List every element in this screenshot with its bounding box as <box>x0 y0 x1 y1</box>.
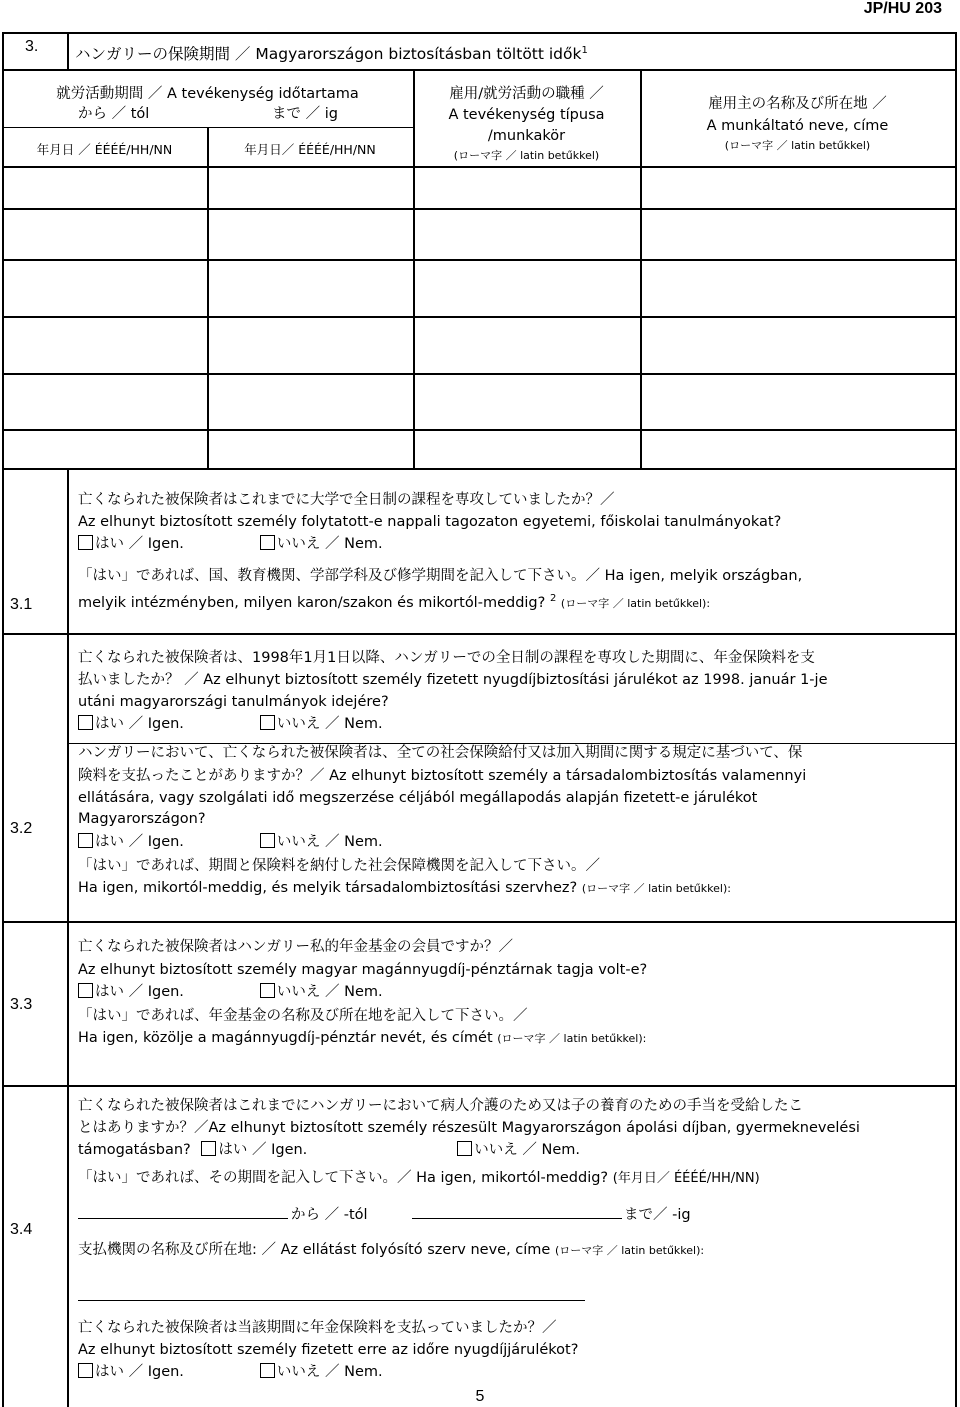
q34-question-ja: 亡くなられた被保険者はこれまでにハンガリーにおいて病人介護のため又は子の養育のための手当を受給したこ <box>78 1098 803 1114</box>
q32b-if-yes-hu: Ha igen, mikortól-meddig, és melyik társadalombiztosítási szervhez? (ローマ字 ／ latin betűkkel): <box>78 880 731 896</box>
q31-number: 3.1 <box>10 596 33 613</box>
q34-paid-no-checkbox[interactable] <box>260 1363 275 1378</box>
q33-options <box>78 982 383 1002</box>
to-label: まで ／ ig <box>272 106 338 122</box>
q32a-options <box>78 714 383 734</box>
row2[interactable] <box>4 210 953 257</box>
q33-yes-checkbox[interactable] <box>78 983 93 998</box>
q32b-question-ja: ハンガリーにおいて、亡くなられた被保険者は、全ての社会保険給付又は加入期間に関する規定に基づいて、保 <box>78 745 803 761</box>
q31-no-checkbox[interactable] <box>260 535 275 550</box>
q32a-yes-label: はい ／ Igen. <box>95 716 184 732</box>
q34-number: 3.4 <box>10 1221 33 1238</box>
q31-no-label: いいえ ／ Nem. <box>276 536 383 552</box>
row3[interactable] <box>4 261 953 314</box>
q32b-question-hu: ellátására, vagy szolgálati idő megszerzése céljából megállapodás alapján fizetett-e járulékot <box>78 790 758 806</box>
from-label: から ／ tól <box>78 106 150 122</box>
q31-question-ja: 亡くなられた被保険者はこれまでに大学で全日制の課程を専攻していましたか？／ <box>78 492 615 508</box>
q32a-no-label: いいえ ／ Nem. <box>276 716 383 732</box>
q31-yes-label: はい ／ Igen. <box>95 536 184 552</box>
row1-from-cell[interactable] <box>4 168 204 206</box>
page-number: 5 <box>475 1388 485 1405</box>
q34-if-yes: 「はい」であれば、その期間を記入して下さい。／ Ha igen, mikortól-meddig? (年月日／ ÉÉÉÉ/HH/NN) <box>78 1170 760 1186</box>
q32b-options <box>78 832 383 852</box>
q34-question-hu: támogatásban? はい ／ Igen. いいえ ／ Nem. <box>78 1142 581 1158</box>
q32a-question-hu-2: utáni magyarországi tanulmányok idejére? <box>78 694 389 710</box>
to-date-format: 年月日／ ÉÉÉÉ/HH/NN <box>244 142 376 157</box>
q34-to-date-field[interactable] <box>412 1218 622 1219</box>
q32b-yes-checkbox[interactable] <box>78 833 93 848</box>
form-code: JP/HU 203 <box>863 0 942 17</box>
row6[interactable] <box>4 431 953 467</box>
row4[interactable] <box>4 318 953 371</box>
q32b-question-ja-2: 険料を支払ったことがありますか？／ Az elhunyt biztosított személy a társadalombiztosítás valamennyi <box>78 768 807 784</box>
q32-number: 3.2 <box>10 820 33 837</box>
q33-number: 3.3 <box>10 996 33 1013</box>
q34-paid-question-hu: Az elhunyt biztosított személy fizetett erre az időre nyugdíjjárulékot? <box>78 1342 579 1358</box>
employer-header-note: (ローマ字 ／ latin betűkkel) <box>724 139 871 152</box>
q34-paid-yes-checkbox[interactable] <box>78 1363 93 1378</box>
q31-yes-checkbox[interactable] <box>78 535 93 550</box>
q34-paid-options <box>78 1362 383 1382</box>
job-header-note: (ローマ字 ／ latin betűkkel) <box>453 149 600 162</box>
q33-no-checkbox[interactable] <box>260 983 275 998</box>
row1-job-cell[interactable] <box>415 168 638 206</box>
q34-no-checkbox[interactable] <box>457 1141 472 1156</box>
q33-if-yes-hu: Ha igen, közölje a magánnyugdíj-pénztár nevét, és címét (ローマ字 ／ latin betűkkel): <box>78 1030 647 1046</box>
q34-payer-label: 支払機関の名称及び所在地: ／ Az ellátást folyósító szerv neve, címe (ローマ字 ／ latin betűkkel): <box>78 1242 705 1258</box>
q32a-question-ja: 亡くなられた被保険者は、1998年1月1日以降、ハンガリーでの全日制の課程を専攻した期間に、年金保険料を支 <box>78 650 815 666</box>
q34-question-ja-hu: とはありますか？／Az elhunyt biztosított személy részesült Magyarországon ápolási díjban, gyermeknevelési <box>78 1120 860 1136</box>
q32a-no-checkbox[interactable] <box>260 715 275 730</box>
q34-yes-checkbox[interactable] <box>201 1141 216 1156</box>
row5[interactable] <box>4 375 953 427</box>
q33-question-ja: 亡くなられた被保険者はハンガリー私的年金基金の会員ですか？／ <box>78 939 513 955</box>
q32b-yes-label: はい ／ Igen. <box>95 834 184 850</box>
q34-yes-label: はい ／ Igen. <box>218 1142 308 1158</box>
q32b-if-yes: 「はい」であれば、期間と保険料を納付した社会保障機関を記入して下さい。／ <box>78 858 600 874</box>
q34-from-date-field[interactable] <box>78 1218 288 1219</box>
row1-employer-cell[interactable] <box>642 168 953 206</box>
from-date-format: 年月日 ／ ÉÉÉÉ/HH/NN <box>36 142 173 157</box>
period-header: 就労活動期間 ／ A tevékenység időtartama <box>56 86 359 102</box>
q34-from-label: から ／ -tól <box>291 1207 368 1223</box>
q32a-yes-checkbox[interactable] <box>78 715 93 730</box>
section-number: 3. <box>25 38 39 55</box>
q34-payer-field[interactable] <box>78 1300 585 1301</box>
q34-to-label: まで／ -ig <box>624 1207 691 1223</box>
section-title: ハンガリーの保険期間 ／ Magyarországon biztosításban töltött idők$^1$ <box>75 45 588 64</box>
job-header-1: 雇用/就労活動の職種 ／ <box>449 86 604 102</box>
q33-question-hu: Az elhunyt biztosított személy magyar magánnyugdíj-pénztárnak tagja volt-e? <box>78 962 648 978</box>
q31-if-yes: 「はい」であれば、国、教育機関、学部学科及び修学期間を記入して下さい。／ Ha igen, melyik országban, <box>78 568 803 584</box>
row1-to-cell[interactable] <box>209 168 411 206</box>
employer-header-2: A munkáltató neve, címe <box>706 118 889 134</box>
q33-no-label: いいえ ／ Nem. <box>276 984 383 1000</box>
q34-paid-no-label: いいえ ／ Nem. <box>276 1364 383 1380</box>
q31-options <box>78 534 383 554</box>
q33-if-yes: 「はい」であれば、年金基金の名称及び所在地を記入して下さい。／ <box>78 1008 528 1024</box>
q32b-no-label: いいえ ／ Nem. <box>276 834 383 850</box>
job-header-3: /munkakör <box>487 128 566 144</box>
job-header-2: A tevékenység típusa <box>448 107 605 123</box>
q32a-question-hu: 払いましたか？ ／ Az elhunyt biztosított személy fizetett nyugdíjbiztosítási járulékot az 1998. január 1-je <box>78 672 828 688</box>
employer-header-1: 雇用主の名称及び所在地 ／ <box>708 96 887 112</box>
q31-if-yes-hu: melyik intézményben, milyen karon/szakon és mikortól-meddig? $^2$ (ローマ字 ／ latin betűkkel): <box>78 593 711 611</box>
q33-yes-label: はい ／ Igen. <box>95 984 184 1000</box>
q31-question-hu: Az elhunyt biztosított személy folytatott-e nappali tagozaton egyetemi, főiskolai tanulmányokat? <box>78 514 782 530</box>
q32b-question-hu-2: Magyarországon? <box>78 811 206 827</box>
q34-no-label: いいえ ／ Nem. <box>474 1142 581 1158</box>
q34-paid-question-ja: 亡くなられた被保険者は当該期間に年金保険料を支払っていましたか？／ <box>78 1320 557 1336</box>
q34-paid-yes-label: はい ／ Igen. <box>95 1364 184 1380</box>
q32b-no-checkbox[interactable] <box>260 833 275 848</box>
